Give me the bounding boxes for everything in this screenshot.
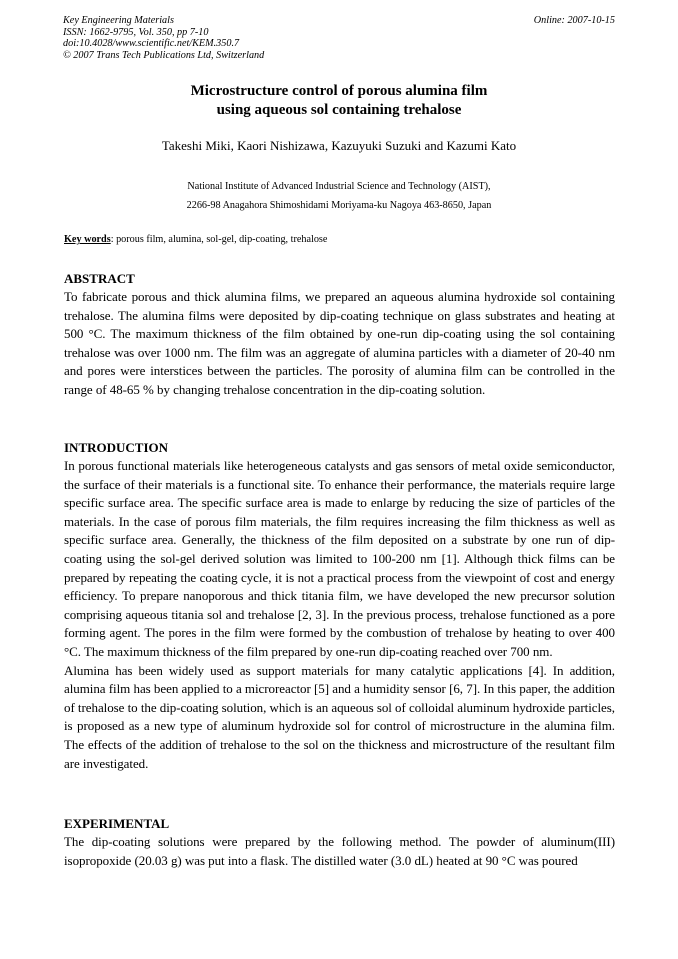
title-line-2: using aqueous sol containing trehalose (216, 102, 462, 118)
introduction-section (64, 439, 615, 773)
keywords-line (64, 233, 327, 247)
introduction-body (64, 457, 615, 773)
paper-title (0, 82, 678, 120)
introduction-heading: INTRODUCTION (64, 440, 169, 455)
introduction-paragraph-2: Alumina has been widely used as support materials for many catalytic applications [4]. In addition, alumina film has been applied to a microreactor [5] and a humidity sensor [6, 7]. In this paper, the addition of trehalose to the dip-coating solution, which is an aqueous sol of colloidal aluminum hydroxide particles, is proposed as a new type of aluminum hydroxide sol for control of microstructure in the alumina film. The effects of the addition of trehalose to the sol on the thickness and microstructure of the resultant film are investigated. (64, 662, 615, 771)
experimental-section (64, 815, 615, 870)
copyright-line: © 2007 Trans Tech Publications Ltd, Switzerland (63, 49, 265, 61)
affiliation-line-2: 2266-98 Anagahora Shimoshidami Moriyama-ku Nagoya 463-8650, Japan (186, 200, 492, 211)
abstract-text: To fabricate porous and thick alumina films, we prepared an aqueous alumina hydroxide sol containing trehalose. The alumina films were deposited by dip-coating technique on glass substrates and heating at 500 °C. The maximum thickness of the film obtained by one-run dip-coating using the sol containing trehalose was over 1000 nm. The film was an aggregate of alumina particles with a diameter of 20-40 nm and pores were interstices between the particles. The porosity of alumina film can be controlled in the range of 48-65 % by changing trehalose concentration in the dip-coating solution. (64, 289, 615, 397)
affiliation-line-1: National Institute of Advanced Industrial Science and Technology (AIST), (187, 181, 491, 192)
online-date: Online: 2007-10-15 (533, 15, 615, 26)
author-list: Takeshi Miki, Kaori Nishizawa, Kazuyuki Suzuki and Kazumi Kato (161, 138, 517, 153)
keywords-label: Key words (64, 234, 111, 245)
abstract-section (64, 270, 615, 400)
abstract-heading: ABSTRACT (64, 271, 135, 286)
issn-line: ISSN: 1662-9795, Vol. 350, pp 7-10 (63, 26, 209, 38)
keywords-text: : porous film, alumina, sol-gel, dip-coating, trehalose (110, 234, 328, 245)
introduction-paragraph-1: In porous functional materials like heterogeneous catalysts and gas sensors of metal oxide semiconductor, the surface of their materials is a functional site. To enhance their performance, the materials require large specific surface area. The specific surface area is made to enlarge by reducing the size of particles of the materials. In the case of porous film materials, the film requires increasing the film thickness as well as specific surface area. Generally, the thickness of the film deposited on a substrate by one run of dip-coating using the sol-gel derived solution was limited to 100-200 nm [1]. Although thick films can be prepared by repeating the coating cycle, it is not a practical process from the viewpoint of cost and energy efficiency. To prepare nanoporous and thick titania film, we have developed the new precursor solution comprising aqueous titania sol and trehalose [2, 3]. In the previous process, trehalose functioned as a pore forming agent. The pores in the film were formed by the combustion of trehalose by heating to over 400 °C. The maximum thickness of the film prepared by one-run dip-coating reached over 700 nm. (64, 458, 615, 659)
journal-header (63, 15, 264, 61)
experimental-heading: EXPERIMENTAL (64, 816, 170, 831)
affiliation (0, 177, 678, 215)
title-line-1: Microstructure control of porous alumina film (190, 83, 488, 99)
experimental-text: The dip-coating solutions were prepared by the following method. The powder of aluminum(III) isopropoxide (20.03 g) was put into a flask. The distilled water (3.0 dL) heated at 90 °C was poured (64, 834, 615, 868)
journal-name: Key Engineering Materials (63, 15, 174, 26)
doi-line: doi:10.4028/www.scientific.net/KEM.350.7 (63, 38, 240, 50)
